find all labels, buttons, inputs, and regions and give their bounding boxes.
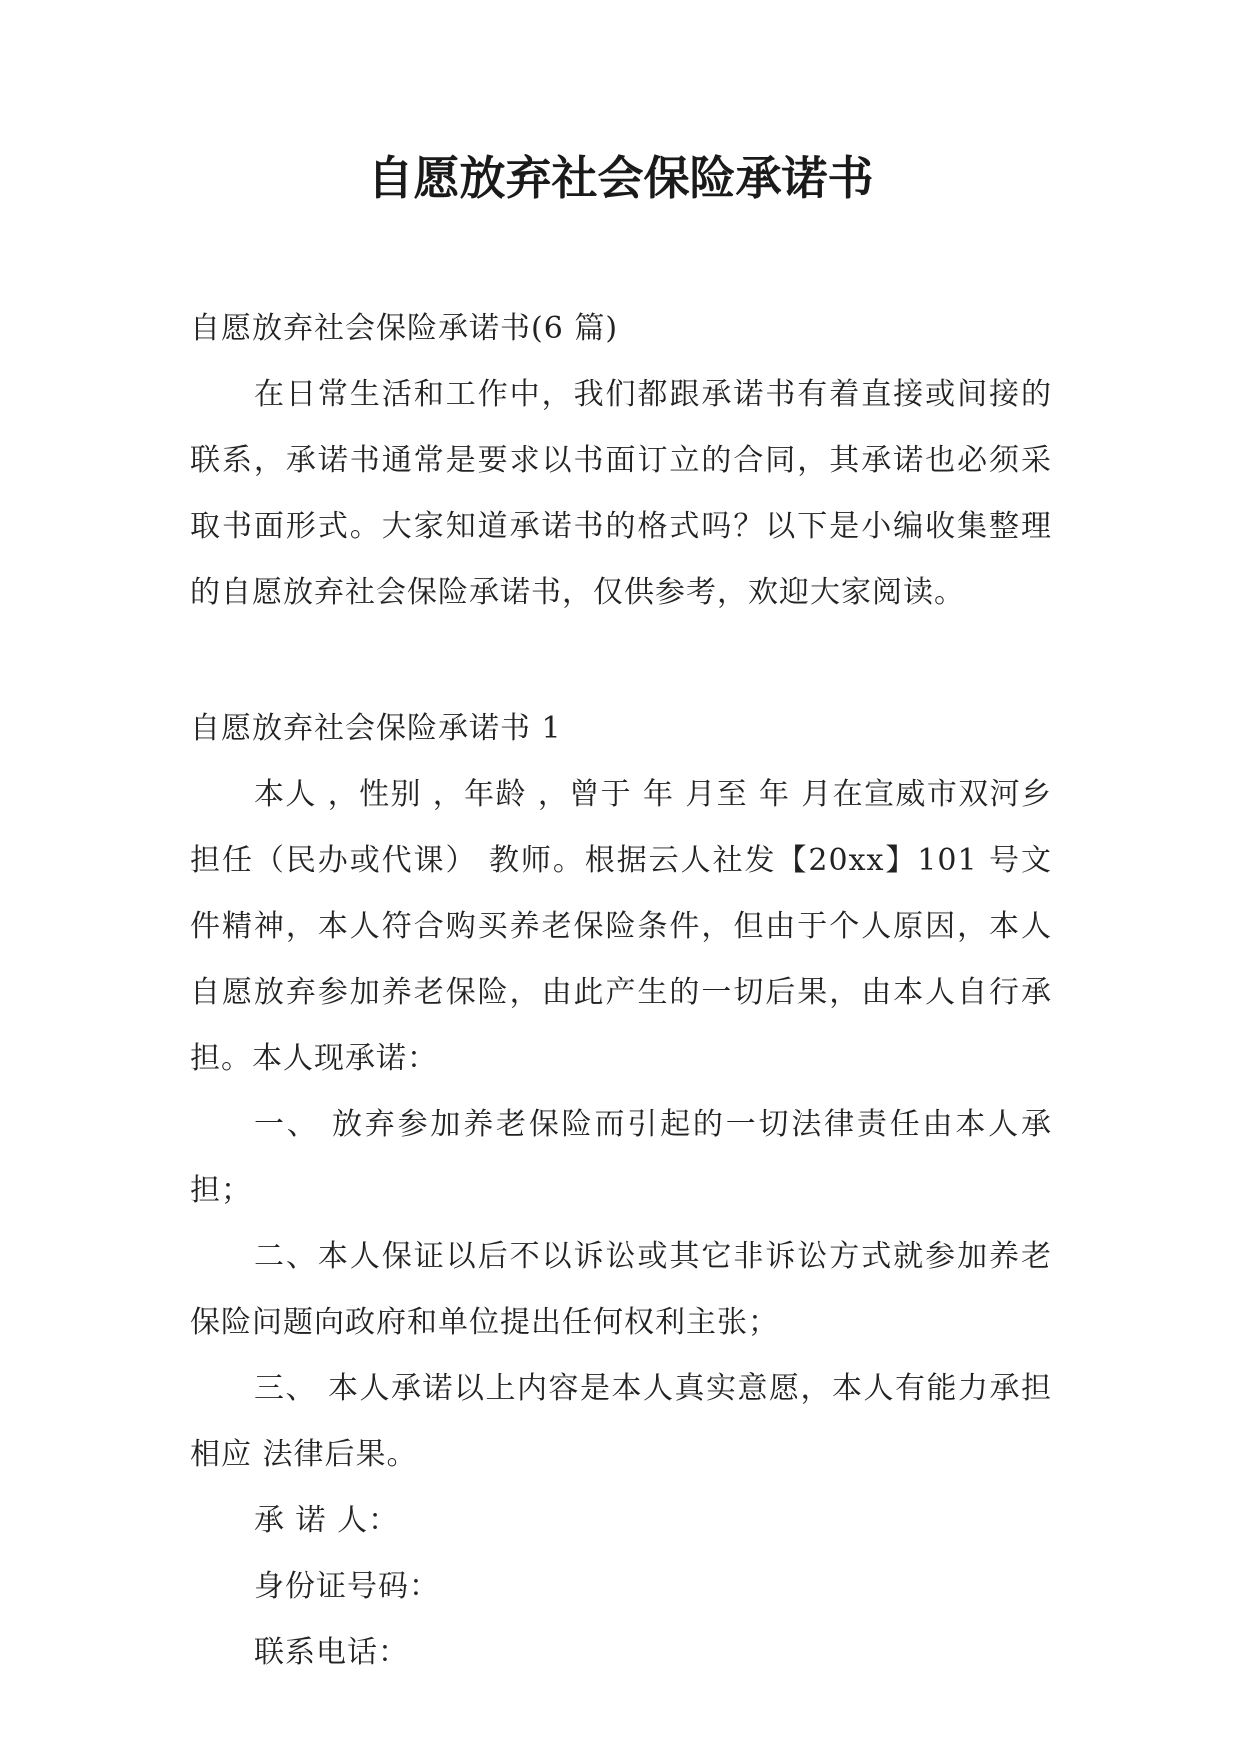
promise-item-2: 二、本人保证以后不以诉讼或其它非诉讼方式就参加养老保险问题向政府和单位提出任何权利主张； [190,1239,1052,1340]
promise-item-3: 三、 本人承诺以上内容是本人真实意愿，本人有能力承担相应 法律后果。 [190,1371,1052,1472]
signature-field-promisor: 承 诺 人： [254,1503,400,1538]
section-heading: 自愿放弃社会保险承诺书 1 [190,711,562,746]
statement-paragraph: 本人 ，性别 ，年龄 ，曾于 年 月至 年 月在宣威市双河乡担任（民办或代课） 教师。根据云人社发【20xx】101 号文件精神，本人符合购买养老保险条件，但由于个人原因，本人自愿放弃参加养老保险，由此产生的一切后果，由本人自行承担。本人现承诺： [190,777,1052,1076]
promise-item-1: 一、 放弃参加养老保险而引起的一切法律责任由本人承担； [190,1107,1052,1208]
intro-paragraph: 在日常生活和工作中，我们都跟承诺书有着直接或间接的联系，承诺书通常是要求以书面订立的合同，其承诺也必须采取书面形式。大家知道承诺书的格式吗？以下是小编收集整理的自愿放弃社会保险承诺书，仅供参考，欢迎大家阅读。 [190,377,1052,610]
document-title: 自愿放弃社会保险承诺书 [367,151,874,205]
signature-field-phone: 联系电话： [254,1635,409,1670]
section-spacer [190,626,1052,696]
document-body [190,296,1052,1686]
document-subtitle: 自愿放弃社会保险承诺书(6 篇) [190,311,619,346]
signature-field-id-number: 身份证号码： [254,1569,440,1604]
